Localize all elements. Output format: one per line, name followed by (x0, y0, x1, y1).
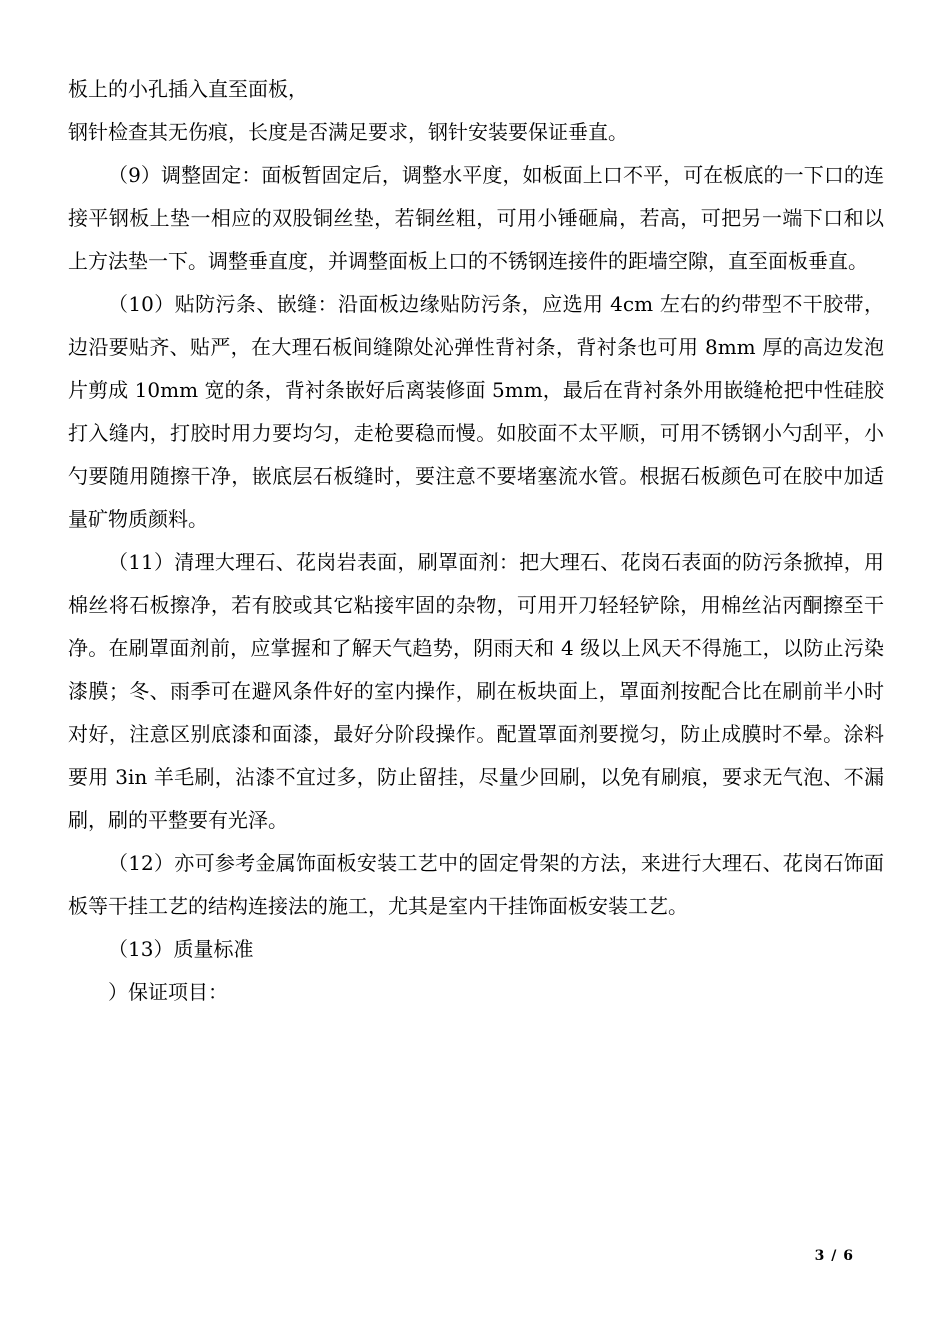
paragraph: （10）贴防污条、嵌缝：沿面板边缘贴防污条，应选用 4cm 左右的约带型不干胶带，边沿要贴齐、贴严，在大理石板间缝隙处沁弹性背衬条，背衬条也可用 8mm 厚的高边发泡片剪成 10mm 宽的条，背衬条嵌好后离装修面 5mm，最后在背衬条外用嵌缝枪把中性硅胶打入缝内，打胶时用力要均匀，走枪要稳而慢。如胶面不太平顺，可用不锈钢小勺刮平，小勺要随用随擦干净，嵌底层石板缝时，要注意不要堵塞流水管。根据石板颜色可在胶中加适量矿物质颜料。 (68, 292, 884, 531)
page-number: 3 / 6 (814, 1248, 854, 1264)
paragraph: 钢针检查其无伤痕，长度是否满足要求，钢针安装要保证垂直。 (68, 120, 628, 144)
paragraph: 板上的小孔插入直至面板， (68, 77, 308, 101)
paragraph: （13）质量标准 (108, 937, 254, 961)
paragraph: （9）调整固定：面板暂固定后，调整水平度，如板面上口不平，可在板底的一下口的连接平钢板上垫一相应的双股铜丝垫，若铜丝粗，可用小锤砸扁，若高，可把另一端下口和以上方法垫一下。调整垂直度，并调整面板上口的不锈钢连接件的距墙空隙，直至面板垂直。 (68, 163, 884, 273)
paragraph: （11）清理大理石、花岗岩表面，刷罩面剂：把大理石、花岗石表面的防污条掀掉，用棉丝将石板擦净，若有胶或其它粘接牢固的杂物，可用开刀轻轻铲除，用棉丝沾丙酮擦至干净。在刷罩面剂前，应掌握和了解天气趋势，阴雨天和 4 级以上风天不得施工，以防止污染漆膜；冬、雨季可在避风条件好的室内操作，刷在板块面上，罩面剂按配合比在刷前半小时对好，注意区别底漆和面漆，最好分阶段操作。配置罩面剂要搅匀，防止成膜时不晕。涂料要用 3in 羊毛刷，沾漆不宜过多，防止留挂，尽量少回刷，以免有刷痕，要求无气泡、不漏刷，刷的平整要有光泽。 (68, 550, 884, 832)
paragraph: ）保证项目： (108, 980, 228, 1004)
document-body (68, 68, 884, 1014)
paragraph: （12）亦可参考金属饰面板安装工艺中的固定骨架的方法，来进行大理石、花岗石饰面板等干挂工艺的结构连接法的施工，尤其是室内干挂饰面板安装工艺。 (68, 851, 884, 918)
